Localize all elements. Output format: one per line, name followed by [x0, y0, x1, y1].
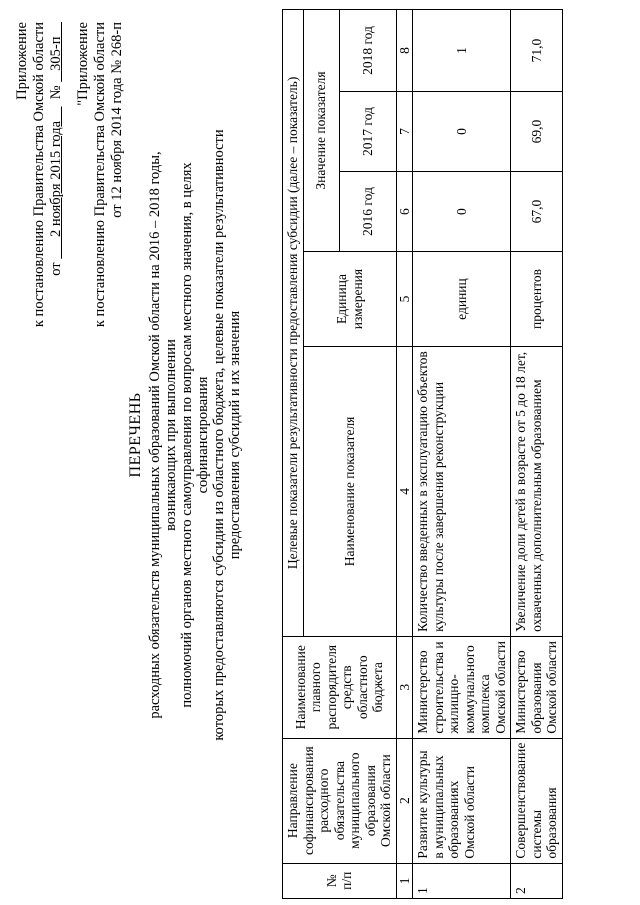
row-unit: процентов — [511, 252, 563, 347]
title-line-3: которых предоставляются субсидии из областного бюджета, целевые показатели результативности — [211, 129, 227, 741]
row-value-2017: 0 — [413, 92, 511, 172]
row-indicator: Количество введенных в эксплуатацию объектов культуры после завершения реконструкции — [413, 346, 511, 636]
title-line-2: полномочий органов местного самоуправления по вопросам местного значения, в целях софинансирования — [179, 162, 211, 708]
document-title — [128, 115, 243, 755]
row-direction: Развитие культуры в муниципальных образованиях Омской области — [413, 738, 511, 863]
colnum: 4 — [396, 346, 413, 636]
prev-appendix-label: "Приложение — [75, 22, 91, 106]
row-manager: Министерство строительства и жилищно-коммунального комплекса Омской области — [413, 636, 511, 738]
appendix-date-line: от 2 ноября 2015 года № 305-п — [48, 22, 65, 402]
row-value-2016: 67,0 — [511, 172, 563, 252]
appendix-header — [14, 22, 126, 402]
header-unit: Единица измерения — [303, 252, 396, 347]
appendix-date: 2 ноября 2015 года — [48, 120, 64, 237]
row-direction: Совершенствование системы образования — [511, 738, 563, 863]
row-value-2017: 69,0 — [511, 92, 563, 172]
title-main: ПЕРЕЧЕНЬ — [127, 392, 144, 478]
prev-appendix-resolution: к постановлению Правительства Омской области — [92, 22, 108, 328]
column-numbers-row — [396, 10, 413, 899]
row-value-2018: 1 — [413, 10, 511, 92]
header-indicator: Наименование показателя — [303, 346, 396, 636]
header-num: № п/п — [283, 863, 397, 898]
header-row-1 — [283, 10, 304, 899]
table-row — [413, 10, 511, 899]
prev-appendix-date: от 12 ноября 2014 года № 268-п — [109, 22, 125, 218]
row-indicator: Увеличение доли детей в возрасте от 5 до 18 лет, охваченных дополнительным образованием — [511, 346, 563, 636]
row-unit: единиц — [413, 252, 511, 347]
header-manager: Наименование главного распорядителя средств областного бюджета — [283, 636, 397, 738]
row-manager: Министерство образования Омской области — [511, 636, 563, 738]
colnum: 1 — [396, 863, 413, 898]
header-2016: 2016 год — [339, 172, 396, 252]
header-2018: 2018 год — [339, 10, 396, 92]
row-num: 2 — [511, 863, 563, 898]
row-value-2016: 0 — [413, 172, 511, 252]
header-values: Значение показателя — [303, 10, 339, 252]
appendix-label: Приложение — [14, 22, 30, 100]
header-targets: Целевые показатели результативности предоставления субсидии (далее – показатель) — [283, 10, 304, 637]
colnum: 5 — [396, 252, 413, 347]
colnum: 3 — [396, 636, 413, 738]
appendix-number: 305-п — [48, 36, 64, 71]
obligations-table — [282, 9, 563, 899]
header-2017: 2017 год — [339, 92, 396, 172]
title-line-4: предоставления субсидий и их значения — [227, 310, 243, 560]
table-row — [511, 10, 563, 899]
row-value-2018: 71,0 — [511, 10, 563, 92]
colnum: 7 — [396, 92, 413, 172]
colnum: 8 — [396, 10, 413, 92]
header-direction: Направление софинансирования расходного обязательства муниципального образования Омской области — [283, 738, 397, 863]
title-line-1: расходных обязательств муниципальных образований Омской области на 2016 – 2018 годы, возникающих при выполнении — [147, 151, 179, 719]
appendix-resolution: к постановлению Правительства Омской области — [31, 22, 47, 328]
colnum: 6 — [396, 172, 413, 252]
colnum: 2 — [396, 738, 413, 863]
row-num: 1 — [413, 863, 511, 898]
